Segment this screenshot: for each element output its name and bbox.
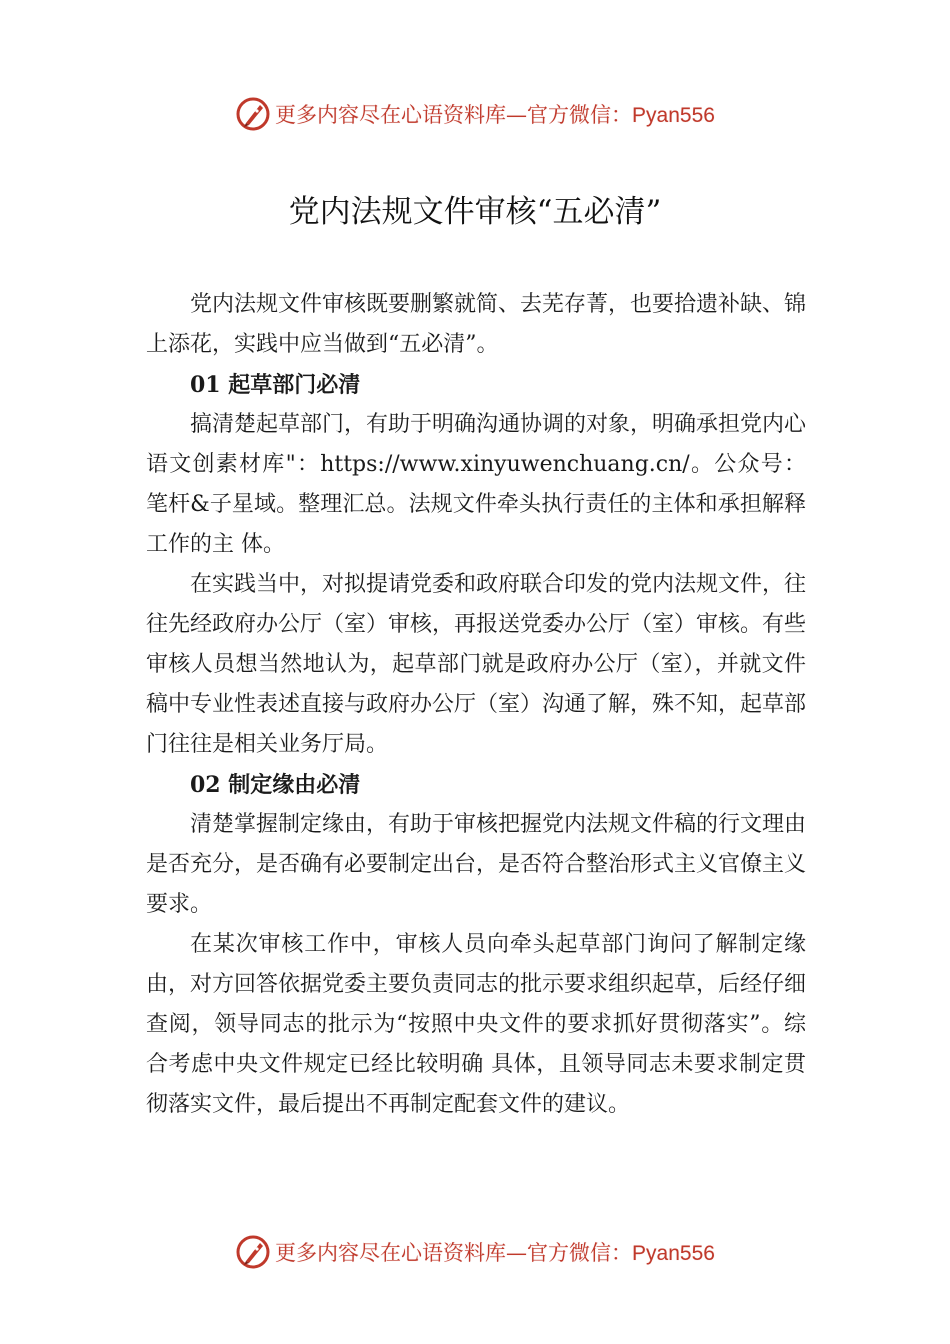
watermark-text: 更多内容尽在心语资料库—官方微信：Pyan556 [275, 103, 715, 127]
document-body [146, 285, 806, 1125]
body-paragraph: 清楚掌握制定缘由，有助于审核把握党内法规文件稿的行文理由是否充分，是否确有必要制定出台，是否符合整治形式主义官僚主义要求。 [146, 812, 807, 917]
watermark-banner-top [0, 92, 950, 136]
watermark-wechat-id: Pyan556 [632, 104, 715, 127]
watermark-banner-bottom [0, 1230, 950, 1274]
watermark-wechat-id: Pyan556 [632, 1242, 715, 1265]
watermark-text: 更多内容尽在心语资料库—官方微信：Pyan556 [275, 1241, 715, 1265]
intro-paragraph: 党内法规文件审核既要删繁就简、去芜存菁，也要拾遗补缺、锦上添花，实践中应当做到“五必清”。 [146, 292, 807, 357]
body-paragraph: 在某次审核工作中，审核人员向牵头起草部门询问了解制定缘由，对方回答依据党委主要负责同志的批示要求组织起草，后经仔细查阅，领导同志的批示为“按照中央文件的要求抓好贯彻落实”。综合考虑中央文件规定已经比较明确 具体，且领导同志未要求制定贯彻落实文件，最后提出不再制定配套文件的建议。 [146, 932, 807, 1117]
pen-nib-logo-icon [235, 1234, 271, 1270]
body-paragraph: 在实践当中，对拟提请党委和政府联合印发的党内法规文件，往往先经政府办公厅（室）审核，再报送党委办公厅（室）审核。有些审核人员想当然地认为，起草部门就是政府办公厅（室），并就文件稿中专业性表述直接与政府办公厅（室）沟通了解，殊不知，起草部门往往是相关业务厅局。 [146, 572, 807, 757]
pen-nib-logo-icon [235, 96, 271, 132]
body-paragraph: 搞清楚起草部门，有助于明确沟通协调的对象，明确承担党内心语文创素材库"：https://www.xinyuwenchuang.cn/。公众号：笔杆&子星域。整理汇总。法规文件牵头执行责任的主体和承担解释工作的主 体。 [146, 412, 807, 557]
section-heading: 02 制定缘由必清 [190, 772, 361, 798]
document-title: 党内法规文件审核“五必清” [288, 194, 662, 230]
section-heading: 01 起草部门必清 [190, 372, 361, 398]
